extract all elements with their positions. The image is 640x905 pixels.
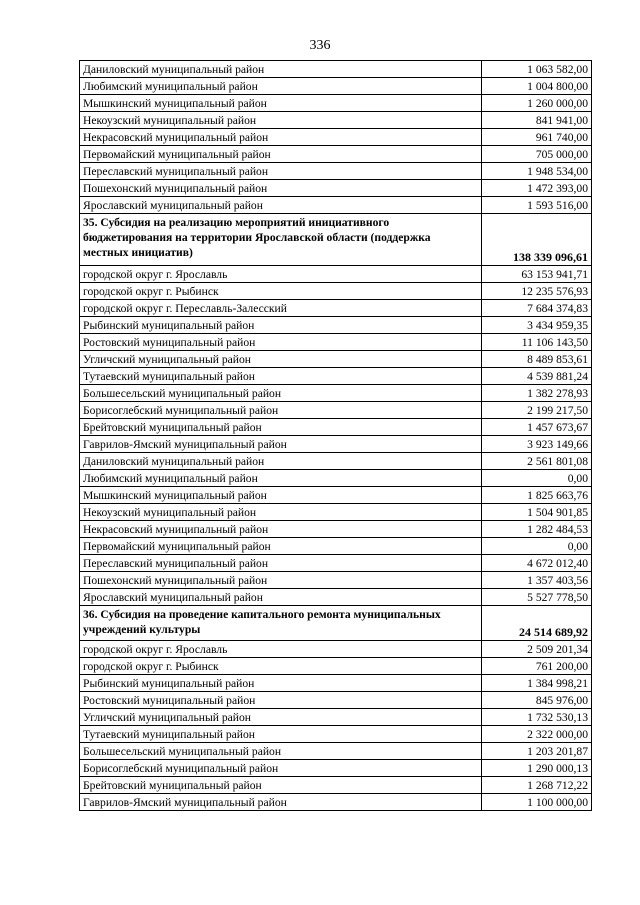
table-row	[80, 61, 592, 78]
table-row	[80, 368, 592, 385]
table-row	[80, 283, 592, 300]
amount-cell: 1 457 673,67	[482, 419, 592, 436]
district-name: Даниловский муниципальный район	[80, 61, 482, 78]
section-row	[80, 214, 592, 266]
table-row	[80, 589, 592, 606]
table-row	[80, 538, 592, 555]
table-row	[80, 743, 592, 760]
table-row	[80, 453, 592, 470]
amount-cell: 2 509 201,34	[482, 641, 592, 658]
amount-cell: 1 504 901,85	[482, 504, 592, 521]
district-name: Переславский муниципальный район	[80, 163, 482, 180]
district-name: Первомайский муниципальный район	[80, 146, 482, 163]
amount-cell: 1 384 998,21	[482, 675, 592, 692]
table-row	[80, 555, 592, 572]
amount-cell: 1 203 201,87	[482, 743, 592, 760]
amount-cell: 845 976,00	[482, 692, 592, 709]
table-row	[80, 487, 592, 504]
table-row	[80, 266, 592, 283]
district-name: Ярославский муниципальный район	[80, 589, 482, 606]
table-row	[80, 504, 592, 521]
district-name: Первомайский муниципальный район	[80, 538, 482, 555]
district-name: Ярославский муниципальный район	[80, 197, 482, 214]
amount-cell: 1 063 582,00	[482, 61, 592, 78]
table-row	[80, 658, 592, 675]
section-title: 35. Субсидия на реализацию мероприятий инициативного бюджетирования на территории Ярославской области (поддержка местных инициатив)	[80, 214, 482, 266]
amount-cell: 5 527 778,50	[482, 589, 592, 606]
district-name: Рыбинский муниципальный район	[80, 675, 482, 692]
amount-cell: 1 357 403,56	[482, 572, 592, 589]
district-name: городской округ г. Ярославль	[80, 266, 482, 283]
district-name: Брейтовский муниципальный район	[80, 777, 482, 794]
district-name: городской округ г. Ярославль	[80, 641, 482, 658]
amount-cell: 8 489 853,61	[482, 351, 592, 368]
amount-cell: 1 290 000,13	[482, 760, 592, 777]
amount-cell: 705 000,00	[482, 146, 592, 163]
section-title: 36. Субсидия на проведение капитального ремонта муниципальных учреждений культуры	[80, 606, 482, 641]
section-total: 24 514 689,92	[482, 606, 592, 641]
amount-cell: 7 684 374,83	[482, 300, 592, 317]
district-name: Мышкинский муниципальный район	[80, 487, 482, 504]
table-row	[80, 129, 592, 146]
district-name: Борисоглебский муниципальный район	[80, 402, 482, 419]
district-name: Любимский муниципальный район	[80, 470, 482, 487]
table-row	[80, 112, 592, 129]
amount-cell: 961 740,00	[482, 129, 592, 146]
table-row	[80, 760, 592, 777]
district-name: Борисоглебский муниципальный район	[80, 760, 482, 777]
district-name: Гаврилов-Ямский муниципальный район	[80, 436, 482, 453]
district-name: Брейтовский муниципальный район	[80, 419, 482, 436]
table-row	[80, 317, 592, 334]
table-row	[80, 146, 592, 163]
amount-cell: 0,00	[482, 538, 592, 555]
table-row	[80, 641, 592, 658]
table-row	[80, 334, 592, 351]
district-name: Некоузский муниципальный район	[80, 504, 482, 521]
district-name: Угличский муниципальный район	[80, 709, 482, 726]
amount-cell: 761 200,00	[482, 658, 592, 675]
district-name: Ростовский муниципальный район	[80, 692, 482, 709]
table-row	[80, 78, 592, 95]
amount-cell: 2 199 217,50	[482, 402, 592, 419]
table-row	[80, 95, 592, 112]
table-row	[80, 300, 592, 317]
amount-cell: 2 322 000,00	[482, 726, 592, 743]
amount-cell: 11 106 143,50	[482, 334, 592, 351]
amount-cell: 3 923 149,66	[482, 436, 592, 453]
table-row	[80, 402, 592, 419]
district-name: Большесельский муниципальный район	[80, 743, 482, 760]
amount-cell: 841 941,00	[482, 112, 592, 129]
section-total: 138 339 096,61	[482, 214, 592, 266]
table-row	[80, 163, 592, 180]
budget-table	[79, 60, 592, 811]
district-name: Большесельский муниципальный район	[80, 385, 482, 402]
amount-cell: 1 004 800,00	[482, 78, 592, 95]
district-name: городской округ г. Рыбинск	[80, 658, 482, 675]
amount-cell: 1 593 516,00	[482, 197, 592, 214]
table-row	[80, 675, 592, 692]
amount-cell: 4 539 881,24	[482, 368, 592, 385]
district-name: Рыбинский муниципальный район	[80, 317, 482, 334]
amount-cell: 1 100 000,00	[482, 794, 592, 811]
section-row	[80, 606, 592, 641]
table-row	[80, 180, 592, 197]
district-name: Ростовский муниципальный район	[80, 334, 482, 351]
district-name: Некрасовский муниципальный район	[80, 521, 482, 538]
table-row	[80, 436, 592, 453]
table-row	[80, 709, 592, 726]
table-row	[80, 777, 592, 794]
district-name: Тутаевский муниципальный район	[80, 726, 482, 743]
district-name: Некрасовский муниципальный район	[80, 129, 482, 146]
page-number: 336	[309, 38, 331, 53]
district-name: Даниловский муниципальный район	[80, 453, 482, 470]
amount-cell: 0,00	[482, 470, 592, 487]
district-name: Тутаевский муниципальный район	[80, 368, 482, 385]
amount-cell: 1 732 530,13	[482, 709, 592, 726]
district-name: Любимский муниципальный район	[80, 78, 482, 95]
table-row	[80, 794, 592, 811]
amount-cell: 1 260 000,00	[482, 95, 592, 112]
table-row	[80, 385, 592, 402]
district-name: Угличский муниципальный район	[80, 351, 482, 368]
amount-cell: 1 382 278,93	[482, 385, 592, 402]
table-row	[80, 692, 592, 709]
amount-cell: 1 268 712,22	[482, 777, 592, 794]
district-name: Гаврилов-Ямский муниципальный район	[80, 794, 482, 811]
amount-cell: 1 948 534,00	[482, 163, 592, 180]
amount-cell: 63 153 941,71	[482, 266, 592, 283]
table-row	[80, 351, 592, 368]
table-row	[80, 726, 592, 743]
district-name: Пошехонский муниципальный район	[80, 572, 482, 589]
amount-cell: 2 561 801,08	[482, 453, 592, 470]
table-row	[80, 521, 592, 538]
amount-cell: 1 825 663,76	[482, 487, 592, 504]
table-row	[80, 419, 592, 436]
district-name: городской округ г. Рыбинск	[80, 283, 482, 300]
amount-cell: 3 434 959,35	[482, 317, 592, 334]
amount-cell: 12 235 576,93	[482, 283, 592, 300]
amount-cell: 1 282 484,53	[482, 521, 592, 538]
district-name: Пошехонский муниципальный район	[80, 180, 482, 197]
amount-cell: 1 472 393,00	[482, 180, 592, 197]
budget-table-body	[80, 61, 592, 811]
amount-cell: 4 672 012,40	[482, 555, 592, 572]
table-row	[80, 470, 592, 487]
district-name: Переславский муниципальный район	[80, 555, 482, 572]
district-name: Мышкинский муниципальный район	[80, 95, 482, 112]
table-row	[80, 197, 592, 214]
district-name: городской округ г. Переславль-Залесский	[80, 300, 482, 317]
table-row	[80, 572, 592, 589]
district-name: Некоузский муниципальный район	[80, 112, 482, 129]
